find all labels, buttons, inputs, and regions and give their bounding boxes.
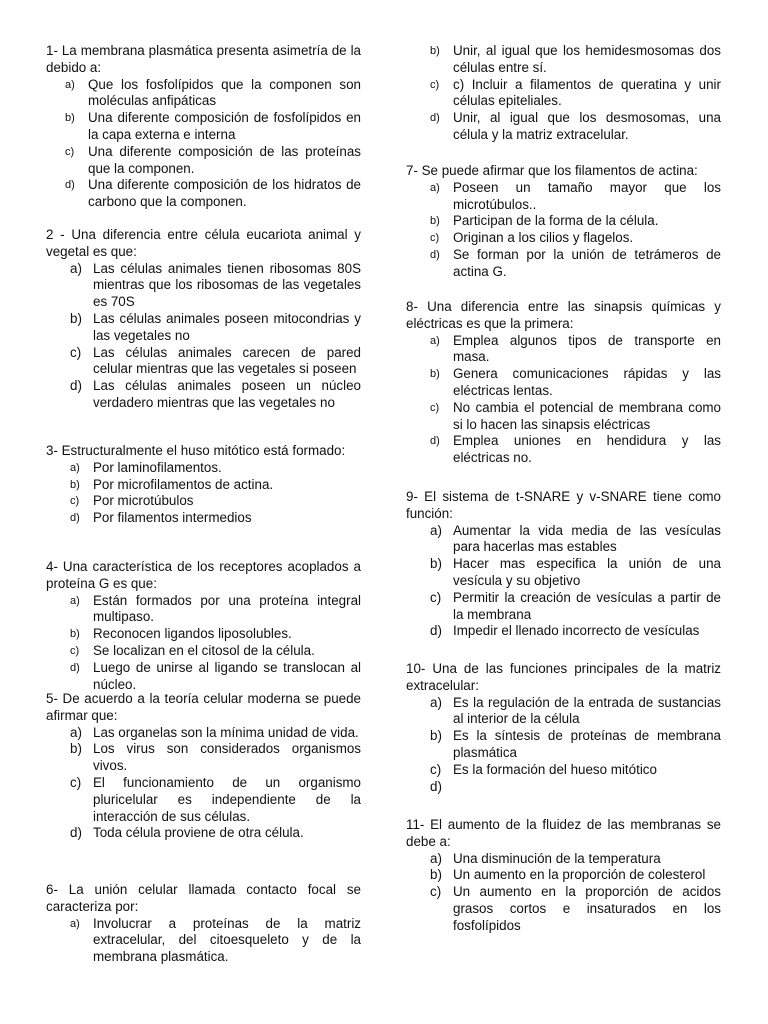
option-marker: b) bbox=[430, 368, 440, 381]
option-text: Unir, al igual que los desmosomas, una célula y la matriz extracelular. bbox=[453, 110, 721, 142]
option-c bbox=[406, 77, 721, 111]
option-marker: a) bbox=[65, 78, 75, 91]
option-text: Hacer mas especifica la unión de una vesícula y su objetivo bbox=[453, 556, 721, 588]
option-marker: d) bbox=[430, 112, 440, 125]
option-d bbox=[46, 825, 361, 842]
question-stem: 2 - Una diferencia entre célula eucariota animal y vegetal es que: bbox=[46, 227, 361, 259]
question-stem: 10- Una de las funciones principales de la matriz extracelular: bbox=[406, 661, 721, 693]
option-text: Un aumento en la proporción de colesterol bbox=[453, 867, 706, 883]
question-6-continued bbox=[406, 43, 721, 144]
question-3 bbox=[46, 443, 361, 527]
option-a bbox=[406, 851, 721, 868]
option-d bbox=[406, 247, 721, 281]
option-text: Poseen un tamaño mayor que los microtúbulos.. bbox=[453, 179, 721, 212]
option-text: Una diferente composición de fosfolípidos en la capa externa e interna bbox=[88, 110, 361, 142]
option-a bbox=[406, 695, 721, 729]
option-text: Es la regulación de la entrada de sustancias al interior de la célula bbox=[453, 694, 721, 727]
option-b bbox=[406, 43, 721, 77]
option-marker: a) bbox=[70, 724, 82, 740]
option-text: No cambia el potencial de membrana como si lo hacen las sinapsis eléctricas bbox=[453, 399, 721, 432]
option-marker: a) bbox=[430, 181, 440, 194]
option-marker: d) bbox=[430, 623, 442, 639]
question-10 bbox=[406, 661, 721, 795]
option-b bbox=[406, 728, 721, 762]
option-d bbox=[406, 779, 721, 796]
option-text: Por microtúbulos bbox=[93, 493, 194, 509]
option-b bbox=[406, 556, 721, 590]
option-b bbox=[46, 110, 361, 144]
option-b bbox=[406, 867, 721, 884]
question-stem: 1- La membrana plasmática presenta asimetría de la debido a: bbox=[46, 43, 361, 75]
option-marker: b) bbox=[65, 112, 75, 125]
option-marker: d) bbox=[430, 435, 440, 448]
option-b bbox=[46, 741, 361, 775]
question-stem: 4- Una característica de los receptores acoplados a proteína G es que: bbox=[46, 559, 361, 591]
option-b bbox=[46, 477, 361, 494]
option-a bbox=[46, 725, 361, 742]
option-text: Una diferente composición de los hidratos de carbono que la componen. bbox=[88, 177, 361, 210]
option-a bbox=[46, 593, 361, 627]
option-text: Por filamentos intermedios bbox=[93, 510, 252, 526]
option-text: Aumentar la vida media de las vesículas para hacerlas mas estables bbox=[453, 522, 721, 555]
option-a bbox=[46, 916, 361, 966]
option-c bbox=[46, 345, 361, 379]
question-1 bbox=[46, 43, 361, 211]
option-text: Los virus son considerados organismos vivos. bbox=[93, 741, 361, 774]
option-d bbox=[406, 623, 721, 640]
option-b bbox=[46, 626, 361, 643]
option-marker: b) bbox=[70, 478, 80, 491]
option-marker: c) bbox=[65, 145, 75, 158]
option-marker: a) bbox=[70, 461, 80, 474]
option-c bbox=[46, 643, 361, 660]
question-7 bbox=[406, 163, 721, 281]
option-text: c) Incluir a filamentos de queratina y unir células epiteliales. bbox=[453, 76, 721, 109]
question-11 bbox=[406, 817, 721, 935]
question-stem: 3- Estructuralmente el huso mitótico está formado: bbox=[46, 443, 346, 458]
option-marker: d) bbox=[430, 248, 440, 261]
option-text: Participan de la forma de la célula. bbox=[453, 213, 659, 229]
option-marker: c) bbox=[70, 495, 80, 508]
option-marker: a) bbox=[70, 594, 80, 607]
option-text: Emplea algunos tipos de transporte en masa. bbox=[453, 332, 721, 365]
question-stem: 11- El aumento de la fluidez de las membranas se debe a: bbox=[406, 817, 721, 849]
option-marker: d) bbox=[65, 179, 75, 192]
option-a bbox=[46, 460, 361, 477]
option-marker: c) bbox=[430, 589, 442, 605]
option-c bbox=[46, 144, 361, 178]
option-text: Originan a los cilios y flagelos. bbox=[453, 230, 634, 246]
option-a bbox=[406, 180, 721, 214]
option-marker: c) bbox=[430, 401, 440, 414]
option-marker: d) bbox=[70, 512, 80, 525]
option-b bbox=[406, 366, 721, 400]
option-text: Toda célula proviene de otra célula. bbox=[93, 825, 304, 841]
option-text: El funcionamiento de un organismo pluricelular es independiente de la interacción de sus células. bbox=[93, 774, 361, 824]
option-c bbox=[406, 230, 721, 247]
option-text: Involucrar a proteínas de la matriz extracelular, del citoesqueleto y de la membrana plasmática. bbox=[93, 915, 361, 965]
option-text: Las células animales tienen ribosomas 80S mientras que los ribosomas de las vegetales es 70S bbox=[93, 260, 361, 310]
option-text: Un aumento en la proporción de acidos grasos cortos e insaturados en los fosfolípidos bbox=[453, 884, 721, 933]
option-marker: c) bbox=[430, 884, 442, 900]
option-marker: c) bbox=[70, 344, 82, 360]
question-6 bbox=[46, 882, 361, 966]
option-marker: b) bbox=[430, 215, 440, 228]
option-text: Una diferente composición de las proteínas que la componen. bbox=[88, 143, 361, 176]
option-marker: a) bbox=[70, 917, 80, 930]
option-text: Se localizan en el citosol de la célula. bbox=[93, 642, 315, 658]
option-d bbox=[46, 660, 361, 694]
option-marker: a) bbox=[70, 260, 82, 276]
question-9 bbox=[406, 489, 721, 640]
question-8 bbox=[406, 299, 721, 467]
option-marker: c) bbox=[430, 761, 442, 777]
option-text: Las células animales carecen de pared celular mientras que las vegetales si poseen bbox=[93, 344, 361, 377]
question-stem: 7- Se puede afirmar que los filamentos de actina: bbox=[406, 163, 698, 178]
option-text: Las células animales poseen mitocondrias y las vegetales no bbox=[93, 310, 361, 343]
option-marker: d) bbox=[70, 825, 82, 841]
option-marker: a) bbox=[430, 522, 442, 538]
option-marker: d) bbox=[70, 378, 82, 394]
option-d bbox=[46, 177, 361, 211]
option-a bbox=[406, 523, 721, 557]
question-2 bbox=[46, 227, 361, 412]
option-marker: b) bbox=[430, 45, 440, 57]
option-marker: b) bbox=[430, 728, 442, 744]
option-marker: b) bbox=[430, 867, 442, 883]
option-text: Es la síntesis de proteínas de membrana plasmática bbox=[453, 728, 721, 760]
question-stem: 8- Una diferencia entre las sinapsis químicas y eléctricas es que la primera: bbox=[406, 299, 721, 331]
option-marker: b) bbox=[430, 556, 442, 572]
option-marker: d) bbox=[70, 661, 80, 674]
option-c bbox=[406, 762, 721, 779]
option-text: Permitir la creación de vesículas a partir de la membrana bbox=[453, 589, 721, 622]
option-a bbox=[406, 333, 721, 367]
option-text: Reconocen ligandos liposolubles. bbox=[93, 626, 292, 642]
option-c bbox=[406, 884, 721, 934]
option-c bbox=[46, 775, 361, 825]
option-marker: b) bbox=[70, 628, 80, 641]
option-d bbox=[46, 378, 361, 412]
option-d bbox=[46, 510, 361, 527]
option-text: Se forman por la unión de tetrámeros de actina G. bbox=[453, 246, 721, 279]
option-c bbox=[406, 400, 721, 434]
option-c bbox=[46, 493, 361, 510]
option-text: Las células animales poseen un núcleo verdadero mientras que las vegetales no bbox=[93, 378, 361, 410]
option-text: Están formados por una proteína integral multipaso. bbox=[93, 592, 361, 625]
option-a bbox=[46, 77, 361, 111]
option-text: Emplea uniones en hendidura y las eléctricas no. bbox=[453, 433, 721, 466]
option-text: Por laminofilamentos. bbox=[93, 459, 222, 475]
option-d bbox=[406, 110, 721, 144]
option-a bbox=[46, 261, 361, 311]
question-stem: 6- La unión celular llamada contacto focal se caracteriza por: bbox=[46, 882, 361, 914]
option-c bbox=[406, 590, 721, 624]
option-text: Por microfilamentos de actina. bbox=[93, 476, 274, 492]
option-marker: a) bbox=[430, 694, 442, 710]
question-5 bbox=[46, 691, 361, 842]
option-d bbox=[406, 433, 721, 467]
option-text: Impedir el llenado incorrecto de vesículas bbox=[453, 623, 700, 639]
option-marker: d) bbox=[430, 778, 442, 794]
question-stem: 9- El sistema de t-SNARE y v-SNARE tiene como función: bbox=[406, 489, 721, 521]
option-marker: c) bbox=[70, 644, 80, 657]
option-marker: b) bbox=[70, 741, 82, 757]
option-text: Que los fosfolípidos que la componen son moléculas anfipáticas bbox=[88, 76, 361, 109]
option-b bbox=[46, 311, 361, 345]
option-b bbox=[406, 213, 721, 230]
option-marker: c) bbox=[430, 232, 440, 245]
option-text: Es la formación del hueso mitótico bbox=[453, 761, 657, 777]
question-stem: 5- De acuerdo a la teoría celular moderna se puede afirmar que: bbox=[46, 691, 361, 723]
question-4 bbox=[46, 559, 361, 693]
option-marker: a) bbox=[430, 334, 440, 347]
option-marker: a) bbox=[430, 850, 442, 866]
option-text: Luego de unirse al ligando se translocan al núcleo. bbox=[93, 659, 361, 692]
option-text: Unir, al igual que los hemidesmosomas dos células entre sí. bbox=[453, 43, 721, 75]
option-marker: c) bbox=[430, 78, 440, 91]
option-text: Una disminución de la temperatura bbox=[453, 850, 661, 866]
option-marker: b) bbox=[70, 310, 82, 326]
option-marker: c) bbox=[70, 774, 82, 790]
option-text: Las organelas son la mínima unidad de vida. bbox=[93, 724, 359, 740]
option-text: Genera comunicaciones rápidas y las eléctricas lentas. bbox=[453, 366, 721, 398]
